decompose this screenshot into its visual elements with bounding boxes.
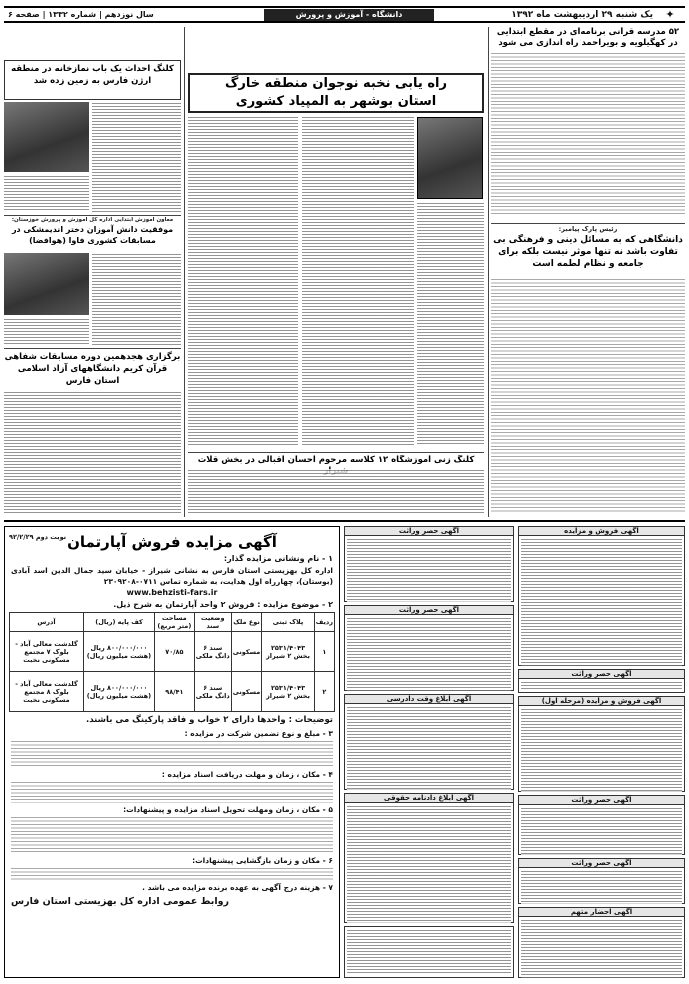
section-divider xyxy=(4,520,685,522)
auction-s3: ۳ - مبلغ و نوع تضمین شرکت در مزایده : xyxy=(184,729,333,738)
headline-2: استان بوشهر به المپیاد کشوری xyxy=(235,94,437,109)
main-body-col2 xyxy=(417,202,484,446)
notice xyxy=(518,795,685,855)
auction-s2: ۲ - موضوع مزایده : فروش ۲ واحد آپارتمان به شرح ذیل. xyxy=(113,600,333,609)
notice xyxy=(518,696,685,792)
notice-title: آگهی فروش و مزایده (مرحله اول) xyxy=(519,697,684,706)
notice xyxy=(344,694,514,790)
notice xyxy=(344,926,514,978)
notice xyxy=(344,526,514,602)
body-text xyxy=(4,175,89,212)
headline: موفقیت دانش آموزان دختر اندیمشکی در مسابقات کشوری فاوا (هوافضا) xyxy=(11,225,174,245)
body-text xyxy=(491,278,685,514)
divider xyxy=(491,223,685,224)
notice xyxy=(344,793,514,923)
divider xyxy=(188,452,484,453)
notice xyxy=(518,669,685,693)
auction-website[interactable]: www.behzisti-fars.ir xyxy=(126,588,218,597)
notice-title: آگهی ابلاغ وقت دادرسی xyxy=(345,695,513,704)
notice-title: آگهی حصر وراثت xyxy=(519,670,684,679)
notice xyxy=(518,907,685,978)
notice-title: آگهی حصر وراثت xyxy=(345,606,513,615)
auction-s4: ۴ - مکان ، زمان و مهلت دریافت اسناد مزایده : xyxy=(161,770,333,779)
notice-title: آگهی احضار متهم xyxy=(519,908,684,917)
col-header: پلاک ثبتی xyxy=(262,613,314,632)
notice-title: آگهی حصر وراثت xyxy=(519,859,684,868)
body-text xyxy=(92,102,181,212)
auction-text xyxy=(11,867,333,881)
body-text xyxy=(491,52,685,216)
auction-text xyxy=(11,781,333,803)
kicker: معاون آموزش ابتدایی اداره کل آموزش و پرورش خوزستان: xyxy=(11,217,174,223)
notice-title: آگهی ابلاغ دادنامه حقوقی xyxy=(345,794,513,803)
auction-s6: ۶ - مکان و زمان بازگشایی پیشنهادات: xyxy=(192,856,333,865)
col-header: کف پایه (ریال) xyxy=(83,613,154,632)
auction-table xyxy=(9,612,335,712)
main-body-col3 xyxy=(188,116,298,446)
table-row: ۱ ۲۵۳۱/۴۰۴۳ بخش ۲ شیراز مسکونی سند ۶ دانگ ملکی ۷۰/۸۵ ۸۰۰/۰۰۰/۰۰۰ ریال (هشت میلیون ریال) گلدشت معالی آباد - بلوک ۷ مجتمع مسکونی نخبت xyxy=(10,632,335,672)
auction-text xyxy=(11,816,333,854)
auction-text xyxy=(11,740,333,768)
auction-round: نوبت دوم ۹۲/۲/۲۹ xyxy=(9,533,67,541)
kicker: رئیس پارک پیامبر: xyxy=(558,226,618,233)
body-text xyxy=(188,469,484,515)
article-prayer-hall xyxy=(4,60,181,100)
notice-title: آگهی حصر وراثت xyxy=(345,527,513,536)
auction-s1-text: اداره کل بهزیستی استان فارس به نشانی شیراز - خیابان سید جمال الدین اسد آبادی (بوستان)، چهارراه اول هدایت، به شماره تماس ۰۷۱۱-۲۳۰۹۲۰۸ xyxy=(11,566,333,586)
headline: کلنگ زنی آموزشگاه ۱۲ کلاسه مرحوم احسان اقبالی در بخش قلات xyxy=(197,455,475,465)
auction-footer: روابط عمومی اداره کل بهزیستی استان فارس xyxy=(11,896,229,907)
student-photo xyxy=(417,117,483,199)
students-photo xyxy=(4,253,89,315)
col-header: وضعیت سند xyxy=(194,613,231,632)
body-text xyxy=(4,318,89,345)
headline: راه یابی نخبه نوجوان منطقه خارگ xyxy=(225,76,447,91)
table-row: ۲ ۲۵۳۱/۴۰۴۳ بخش ۲ شیراز مسکونی سند ۶ دانگ ملکی ۹۸/۴۱ ۸۰۰/۰۰۰/۰۰۰ ریال (هشت میلیون ریال) گلدشت معالی آباد - بلوک ۸ مجتمع مسکونی نخبت xyxy=(10,672,335,712)
article-qalat xyxy=(188,455,484,517)
auction-title: آگهی مزایده فروش آپارتمان xyxy=(67,533,277,551)
auction-notes: توضیحات : واحدها دارای ۲ خواب و فاقد پارکینگ می باشند. xyxy=(86,715,333,725)
auction-notice xyxy=(4,526,340,978)
article-quran xyxy=(491,27,685,221)
notice-title: آگهی حصر وراثت xyxy=(519,796,684,805)
col-header: آدرس xyxy=(10,613,84,632)
article-university xyxy=(491,226,685,516)
col-header: نوع ملک xyxy=(231,613,262,632)
header-section: دانشگاه - آموزش و پرورش xyxy=(264,9,434,21)
column-rule xyxy=(488,27,489,517)
column-rule xyxy=(184,27,185,517)
body-text xyxy=(92,253,181,345)
notice xyxy=(344,605,514,691)
col-header: ردیف xyxy=(314,613,334,632)
main-body-col1 xyxy=(302,116,414,446)
headline: ۵۲ مدرسه قرآنی برنامه‌ای در مقطع ابتدایی در کهگیلویه و بویراحمد راه اندازی می شود xyxy=(496,27,680,48)
auction-s5: ۵ - مکان ، زمان ومهلت تحویل اسناد مزایده و پیشنهادات: xyxy=(123,805,333,814)
header-issue: سال نوزدهم | شماره ۱۳۳۲ | صفحه ۶ xyxy=(8,10,154,19)
divider xyxy=(4,348,181,349)
notice xyxy=(518,526,685,666)
headline: دانشگاهی که به مسائل دینی و فرهنگی بی تفاوت باشد نه تنها موثر نیست بلکه برای جامعه و نظام لطمه است xyxy=(493,235,683,269)
auction-s7: ۷ - هزینه درج آگهی به عهده برنده مزایده می باشد . xyxy=(142,883,333,892)
col-header: مساحت (متر مربع) xyxy=(155,613,195,632)
notice-title: آگهی فروش و مزایده xyxy=(519,527,684,536)
body-text xyxy=(4,391,181,515)
article-quran-competition xyxy=(4,351,181,517)
logo: ✦ xyxy=(665,8,675,21)
notice xyxy=(518,858,685,904)
divider xyxy=(4,215,181,216)
auction-s1: ۱ - نام ونشانی مزایده گذار: xyxy=(223,554,333,563)
headline: کلنگ احداث یک باب نمازخانه در منطقه ارژن فارس به زمین زده شد xyxy=(11,64,174,86)
table-header-row xyxy=(10,613,335,632)
header-date: یک شنبه ۲۹ اردیبهشت ماه ۱۳۹۲ xyxy=(511,10,653,20)
ceremony-photo xyxy=(4,102,89,172)
header-bar xyxy=(4,6,685,23)
article-main xyxy=(188,73,484,113)
headline: برگزاری هجدهمین دوره مسابقات شفاهی قرآن کریم دانشگاههای آزاد اسلامی استان فارس xyxy=(4,352,181,386)
